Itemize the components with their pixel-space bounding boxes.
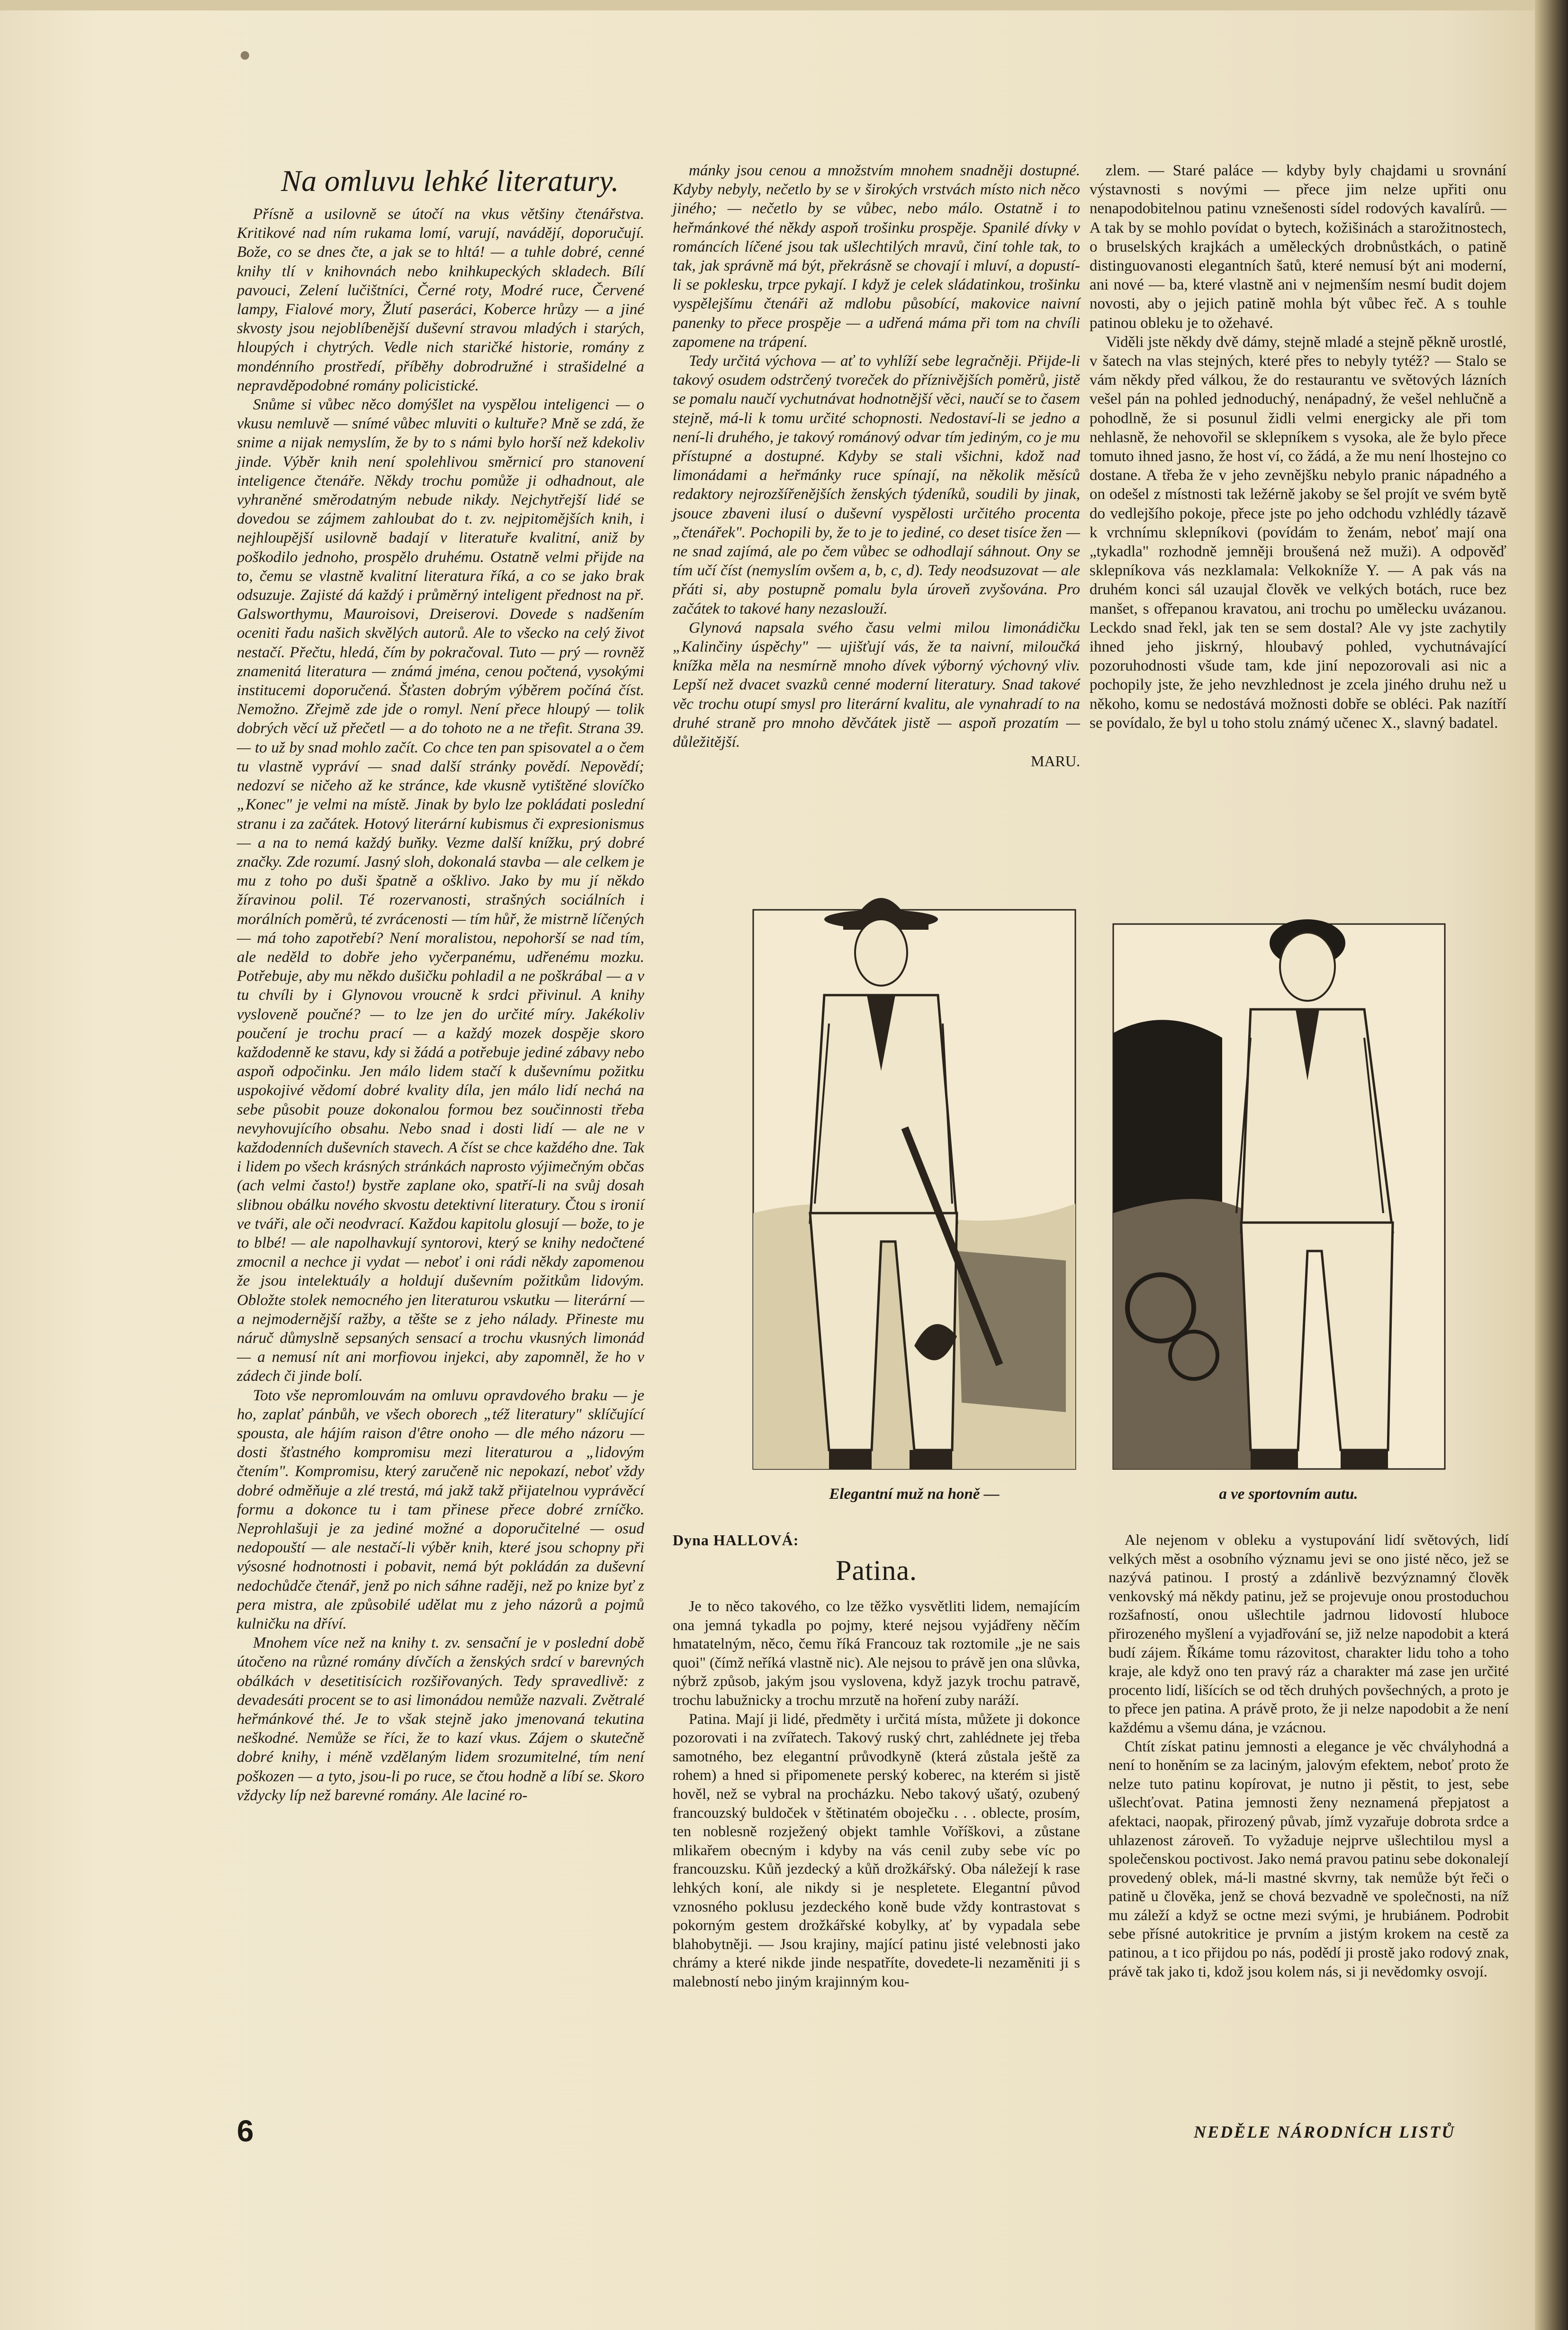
illustration-caption: Elegantní muž na honě —: [829, 1486, 1000, 1503]
page-binding-edge: [1535, 0, 1568, 2330]
illustration-caption: a ve sportovním autu.: [1219, 1486, 1358, 1503]
paragraph: Viděli jste někdy dvě dámy, stejně mladé a stejně pěkně urostlé, v šatech na vlas stejných, které přes to nebyly tytéž? — Stalo se vám někdy před válkou, že do restaurantu ve světových lázních vešel pán na pohled jednoduchý, nenápadný, že vešel nehlučně a pohodlně, že si posunul židli velmi energicky ale při tom nehlasně, že nehovořil se sklepníkem s vysoka, ale že bylo přece tomuto ihned jasno, že host ví, co žádá, a že mu není lhostejno co dostane. A třeba že v jeho zevnějšku nebylo pranic nápadného a on odešel z místnosti tak ležérně jakoby se šel projít ve svém bytě do vedlejšího pokoje, přece jste po jeho odchodu vzhlédly tázavě k vrchnímu sklepníkovi (povídám to ženám, neboť mají ona „tykadla" rozhodně jemněji broušená než muži). A odpověď sklepníkova vás nezklamala: Velkokníže Y. — A pak vás na druhém konci sál uzaujal člověk ve velkých botách, ruce bez manšet, s ofřepanou kravatou, ani trochu po umělecku uvázanou. Leckdo snad řekl, jak ten se sem dostal? Ale vy jste zachytily ihned jeho jiskrný, hloubavý pohled, vychutnávající pozoruhodnosti všude tam, kde jiní nepozorovali asi nic a pochopily jste, že jeho nevzhlednost je zcela jiného druhu než u někoho, komu se nedostává možnosti dobře se obléci. Pak nazítří se povídalo, že byl u toho stolu známý učenec X., slavný badatel.: [1090, 333, 1506, 732]
paragraph: Ale nejenom v obleku a vystupování lidí světových, lidí velkých měst a osobního významu jevi se ono jisté něco, jež se nazývá patinou. I prostý a zdánlivě bezvýznamný člověk venkovský má někdy patinu, jež se projevuje onou prostoduchou rozšafností, onou ušlechtile jadrnou lidovostí hluboce přirozeného myšlení a vyjadřování se, již nelze napodobit a která budí zájem. Říkáme tomu rázovitost, charakter lidu toho a toho kraje, ale když ono ten pravý ráz a charakter má zase jen určité procento lidí, lišících se od těch druhých povšechných, a proto je to přece jen patina. A právě proto, že ji nelze napodobit a že není každému a všemu dána, je vzácnou.: [1108, 1531, 1509, 1736]
article-title: Na omluvu lehké literatury.: [281, 164, 619, 198]
paragraph: Tedy určitá výchova — ať to vyhlíží sebe legračněji. Přijde-li takový osudem odstrčený tvoreček do příznivějších poměrů, jistě se pomalu naučí vychutnávat hodnotnější věci, naučí se to časem stejně, má-li k tomu určité schopnosti. Nedostaví-li se jedno a není-li druhého, je takový románový odvar tím jediným, co je mu přístupné a dostupné. Kdyby se stali všichni, kdož nad limonádami a heřmánky ruce spínají, na několik měsíců redaktory nejrozšířenějších ženských týdeníků, soudili by jinak, jsouce zbaveni ilusí o duševní vyspělosti určitého procenta „čtenářek". Pochopili by, že to je to jediné, co deset tisíce žen — ne snad zajímá, ale po čem vůbec se odhodlají sáhnout. Ony se tím učí číst (nemyslím ovšem a, b, c, d). Tedy neodsuzovat — ale přáti si, aby postupně pomalu byla úroveň zvyšována. Pro začátek to takové hany nezaslouží.: [673, 353, 1080, 617]
column-2: [673, 161, 1080, 771]
paragraph: Mnohem více než na knihy t. zv. sensační je v poslední době útočeno na různé romány dívčích a ženských srdcí v barevných obálkách v desetitisícich rozšiřovaných. Tedy spravedlivě: z devadesáti procent se to asi limonádou nemůže nazvali. Zvětralé heřmánkové thé. Je to však stejně jako jmenovaná tekutina neškodné. Nemůže se říci, že to kazí vkus. Zájem o skutečně dobré knihy, i méně vzdělaným lidem srozumitelné, tím není poškozen — a tyto, jsou-li po ruce, se čtou hodně a líbí se. Skoro vždycky líp než barevné romány. Ale laciné ro-: [237, 1634, 644, 1804]
paragraph: Přísně a usilovně se útočí na vkus většiny čtenářstva. Kritikové nad ním rukama lomí, varují, navádějí, doporučují. Bože, co se dnes čte, a jak se to hltá! — a tuhle dobré, cenné knihy tlí v knihovnách nebo knihkupeckých skladech. Bílí pavouci, Zelení lučištníci, Černé roty, Modré ruce, Červené lampy, Fialové mory, Žlutí paseráci, Koberce hrůzy — a jiné skvosty jsou nejoblíbenější duševní stravou mladých i starých, hloupých i chytrých. Vedle nich staričké historie, romány z mondénního prostředí, příběhy dobrodružné i strašidelné a nepravděpodobné romány policistické.: [237, 206, 644, 394]
column-3: [1090, 161, 1506, 733]
paragraph: Snůme si vůbec něco domýšlet na vyspělou inteligenci — o vkusu nemluvě — snímé vůbec mluviti o kultuře? Mně se zdá, že snime a nijak nemyslím, že by to s námi bylo horší než kdekoliv jinde. Výběr knih není spolehlivou směrnicí pro stanovení inteligence čtenáře. Někdy trochu pomůže ji odhadnout, ale vyhraněné směrodatným nebude nikdy. Nejchytřejší lidé se dovedou se zájmem zahloubat do t. zv. nejpitomějších knih, i nejhloupější usilovně badají v literatuře kvalitní, aniž by poškodilo jednoho, prospělo druhému. Ostatně velmi přijde na to, čemu se vlastně kvalitní literatura říká, a co se jako brak odsuzuje. Zajisté dá každý i průměrný inteligent přednost na př. Galsworthymu, Mauroisovi, Dreiserovi. Dovede s nadšením oceniti řadu našich skvělých autorů. Ale to všecko na celý život nestačí. Přečtu, hledá, čím by pokračoval. Tuto — prý — rovněž znamenitá literatura — známá jména, cenou počtená, vysokými institucemi doporučená. Šťasten dobrým výběrem počíná číst. Nemožno. Zřejmě zde jde o romyl. Není přece hloupý — tolik dobrých věcí už přečetl — a do tohoto ne a ne třefit. Strana 39. — to už by snad mohlo začít. Co chce ten pan spisovatel a o čem tu vlastně vypráví — snad další stránky povědí. Nepovědí; nedozví se ničeho až ke stránce, kde vkusně vytištěné slovíčko „Konec" je velmi na místě. Jinak by bylo lze pokládati poslední stranu i za začátek. Hotový literární kubismus či expresionismus — a na to nemá každý buňky. Vezme další knížku, prý dobré značky. Zde rozumí. Jasný sloh, dokonalá stavba — ale celkem je mu z toho po duši špatně a ošklivo. Jako by mu jí někdo žíravinou polil. Té rozervanosti, strašných sociálních i morálních poměrů, té zvrácenosti — tím hůř, že mistrně líčených — má toho zapotřebí? Není moralistou, nepohorší se nad tím, ale neděld to dobře jeho vyčerpanému, udřenému mozku. Potřebuje, aby mu někdo dušičku pohladil a ne poškrábal — a v tu chvíli by i Glynovou vroucně k srdci přivinul. A knihy vysloveně poučné? — to lze jen do určité míry. Jakékoliv poučení je trochu prací — a každý mozek dospěje skoro každodenně ke stavu, kdy si žádá a potřebuje jediné zábavy nebo aspoň odpočinku. Jen málo lidem stačí k duševnímu požitku uspokojivé vědomí dobré kvality díla, jen málo lidí nechá na sebe působit pouze dokonalou formou bez součinnosti třeba nevyhovujícího obsahu. Nebo snad i dosti lidí — ale ne v každodenních duševních stavech. A číst se chce každého dne. Tak i lidem po všech krásných stránkách naprosto výjimečným občas (ach velmi často!) bystře zaplane oko, spatří-li na svůj dosah slibnou obálku nového skvostu detektivní literatury. Čtou s ironií ve tváři, ale oči neodvrací. Každou kapitolu glosují — bože, to je to blbé! — ale napolhavkují syntorovi, který se knihy nedočtené zmocnil a nechce ji vydat — neboť i oni rádi někdy zapomenou že jsou intelektuály a holdují duševním požitkům lidovým. Obložte stolek nemocného jen literaturou vskutku — literární — a nejmodernější ražby, a těšte se z jeho nálady. Přineste mu náruč důmyslně sepsaných sensací a trochu vkusných limonád — a nemusí nít ani morfiovou injekci, aby zapomněl, že ho v zádech či jinde bolí.: [237, 396, 644, 1385]
punch-hole: [241, 51, 249, 60]
paragraph: zlem. — Staré paláce — kdyby byly chajdami u srovnání výstavnosti s novými — přece jim nelze upřiti onu nenapodobitelnou patinu vznešenosti sídel rodových kavalírů. — A tak by se mohlo povídat o bytech, kožišinách a starožitnostech, o bruselských krajkách a uměleckých drobnůstkách, o patině distinguovanosti elegantních šatů, které nemusí být ani moderní, ani nové — ba, které vlastně ani v nejmenším nesmí budit dojem novosti, aby o jejich patině mohla být vůbec řeč. A s touhle patinou obleku je to ožehavé.: [1090, 162, 1506, 332]
article-byline: Dyna HALLOVÁ:: [673, 1532, 799, 1549]
paragraph: Chtít získat patinu jemnosti a elegance je věc chvályhodná a není to honěním se za laciným, jalovým efektem, neboť proto že nelze tuto patinu kopírovat, je nutno ji pěstit, to jest, sebe ušlechťovat. Patina jemnosti ženy neznamená přepjatost a afektaci, naopak, přirozený půvab, jímž vyzařuje dobrota srdce a uhlazenost zároveň. To vyžaduje nejprve ušlechtilou mysl a společenskou poctivost. Jako nemá pravou patinu sebe dokonalejí provedený oblek, má-li mastné skvrny, tak nemůže být řeči o patině u člověka, jenž se chová bezvadně ve společnosti, na níž mu záleží a když se octne mezi svými, je hrubiánem. Podrobit sebe přísné autokritice je prvním a jistým krokem na cestě za patinou, a t ico přijdou po nás, podědí ji prostě jako rodový znak, právě tak jako ti, kdož jsou kolem nás, si ji nevědomky osvojí.: [1108, 1737, 1509, 1980]
paragraph: Toto vše nepromlouvám na omluvu opravdového braku — je ho, zaplať pánbůh, ve všech oborech „též literatury" sklíčující spousta, ale hájím raison d'être onoho — dle mého názoru — dosti šťastného kompromisu mezi literaturou a „lidovým čtením". Kompromisu, který zaručeně nic nepokazí, neboť vždy dobré odměňuje a zlé trestá, má jakž takž přijatelnou vyprávěcí formu a dokonce tu i tam přinese přece dobré zrníčko. Neprohlašuji je za jediné možné a doporučitelné — osud nedopouští — ale nestačí-li výběr knih, které jsou schopny při výsosné hodnotnosti i pobavit, nemá být pokládán za duševní nedochůdče čtenář, jenž po nich sáhne raději, než po knize byť z pera mistra, ale způsobilé udělat mu z jeho názorů a pojmů kulničku na dříví.: [237, 1387, 644, 1633]
publication-title: NEDĚLE NÁRODNÍCH LISTŮ: [1194, 2122, 1456, 2141]
author-signature: MARU.: [1030, 752, 1080, 770]
paragraph: Patina. Mají ji lidé, předměty i určitá místa, můžete ji dokonce pozorovati i na zvířatech. Takový ruský chrt, zahlédnete jej třeba samotného, bez elegantní průvodkyně (která zůstala ještě za rohem) a hned si připomenete perský koberec, na kterém si jistě hověl, než se vybral na procházku. Nebo takový ušatý, ozubený francouzský buldoček v štětinatém oboječku . . . oblecte, prosím, ten noblesně rozježený objekt tamhle Voříškovi, a zůstane mlikařem obecným i kdyby na vás cenil zuby sebe víc po francouzsku. Kůň jezdecký a kůň drožkářský. Oba náležejí k rase lehkých koní, ale nikdy si je nespletete. Elegantní původ vznosného poklusu jezdeckého koně bude vždy kontrastovat s pokorným gestem drožkářské kobylky, ať by vypadala sebe blahobytněji. — Jsou krajiny, mající patinu jisté velebnosti jako chrámy a které nikde jinde nespatříte, dovedete-li nezaměniti ji s malebností nebo jiným krajinným kou-: [673, 1710, 1080, 1990]
paragraph: Glynová napsala svého času velmi milou limonádičku „Kalinčiny úspěchy" — ujišťují vás, že ta naivní, miloučká knížka měla na nesmírně mnoho dívek výborný výchovný vliv. Lepší než dvacet svazků cenné moderní literatury. Snad takové věc trochu otupí smysl pro literární kvalitu, ale vynahradí to na druhé straně pro mnoho děvčátek jistě — aspoň prozatím — důležitější.: [673, 619, 1080, 751]
column-1: [237, 161, 644, 1805]
page-number: 6: [237, 2114, 254, 2148]
paragraph: mánky jsou cenou a množstvím mnohem snadněji dostupné. Kdyby nebyly, nečetlo by se v širokých vrstvách místo nich něco jiného; — nečetlo by se vůbec, nebo málo. Ostatně i to heřmánkové thé někdy aspoň trošinku prospěje. Spanilé dívky v románcích líčené jsou tak ušlechtilých mravů, činí tohle tak, to tak, jak správně má být, překrásně se chovají i mluví, a dopustí-li se poklesku, trpce pykají. I když je celek sládatinkou, trošinku vyspělejšímu čtenáři až mdlobu působící, makovice naivní panenky to přece prospěje — a udřená máma při tom na chvíli zapomene na trápení.: [673, 162, 1080, 351]
sport-car-man-illustration: [1108, 881, 1469, 1478]
patina-column-3: [1108, 1531, 1509, 1981]
article-title: Patina.: [836, 1555, 917, 1586]
paragraph: Je to něco takového, co lze těžko vysvětliti lidem, nemajícím ona jemná tykadla po pojmy, které nejsou vyjádřeny něčím hmatatelným, něco, čemu říká Francouz tak roztomile „je ne sais quoi" (čímž neříká vlastně nic). Ale nejsou to právě jen ona slůvka, nýbrž způsob, jakým jsou vyslovena, když jazyk trochu patravě, trochu labužnicky a trochu mrzutě na hoření zuby naráží.: [673, 1597, 1080, 1708]
hunting-man-illustration: [734, 881, 1094, 1478]
patina-column-2: [673, 1597, 1080, 1991]
page-top-edge: [0, 0, 1568, 10]
